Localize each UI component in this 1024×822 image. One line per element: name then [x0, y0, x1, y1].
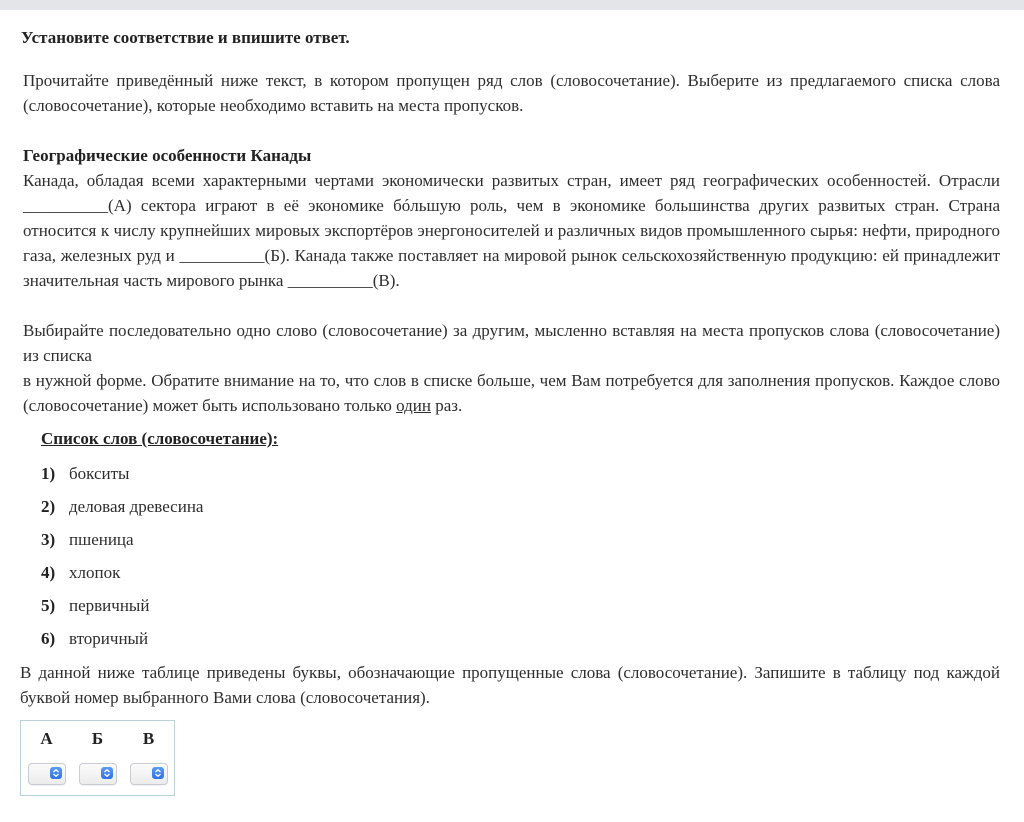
- task-title: Установите соответствие и впишите ответ.: [21, 28, 350, 47]
- task-instruction: Прочитайте приведённый ниже текст, в котором пропущен ряд слов (словосочетание). Выберите из предлагаемого списка слова (словосочетание), которые необходимо вставить на места пропусков.: [23, 71, 1000, 115]
- answer-select-b[interactable]: [79, 763, 117, 785]
- word-list-title: Список слов (словосочетание):: [41, 429, 279, 448]
- list-item: [41, 495, 203, 528]
- answer-cell-b: [72, 757, 123, 796]
- list-item: [41, 528, 203, 561]
- list-item: [41, 627, 203, 660]
- text-segment: (Б). Канада также поставляет на мировой рынок сельскохозяйственную продукцию: ей принадлежит значительная часть мирового рынка: [23, 246, 1000, 290]
- text-segment: (В).: [372, 271, 400, 290]
- word-list: [41, 462, 203, 660]
- choose-instruction: [23, 318, 1000, 418]
- answer-table: [20, 720, 175, 796]
- list-item: [41, 594, 203, 627]
- blank-b: __________: [179, 246, 265, 265]
- list-item: [41, 462, 203, 495]
- list-item-number: 1): [41, 464, 56, 483]
- list-item-number: 2): [41, 497, 56, 516]
- column-header-a: А: [40, 729, 53, 748]
- list-item: [41, 561, 203, 594]
- table-instruction: В данной ниже таблице приведены буквы, обозначающие пропущенные слова (словосочетание). Запишите в таблицу под каждой буквой номер выбранного Вами слова (словосочетания).: [20, 663, 1000, 707]
- answer-table-header: [21, 721, 175, 758]
- column-header-c: В: [142, 729, 155, 748]
- answer-table-row: [21, 757, 175, 796]
- emphasis-once: один: [396, 396, 431, 415]
- choose-text: в нужной форме. Обратите внимание на то, что слов в списке больше, чем Вам потребуется для заполнения пропусков. Каждое слово (словосочетание) может быть использовано только: [23, 371, 1000, 415]
- choose-text-end: раз.: [430, 396, 463, 415]
- select-arrows-icon: [50, 767, 62, 779]
- answer-cell-a: [21, 757, 73, 796]
- list-item-number: 5): [41, 596, 56, 615]
- blank-c: __________: [287, 271, 373, 290]
- list-item-word: деловая древесина: [69, 497, 204, 516]
- answer-select-a[interactable]: [28, 763, 66, 785]
- answer-cell-c: [123, 757, 175, 796]
- text-segment: (А) сектора играют в её экономике бóльшую роль, чем в экономике большинства других развитых стран. Страна относится к числу крупнейших мировых экспортёров энергоносителей и различных видов промышленного сырья: нефти, природного газа, железных руд и: [23, 196, 1000, 265]
- list-item-word: хлопок: [69, 563, 121, 582]
- list-item-word: пшеница: [69, 530, 134, 549]
- text-body: [23, 168, 1000, 293]
- list-item-number: 3): [41, 530, 56, 549]
- list-item-word: первичный: [69, 596, 150, 615]
- blank-a: __________: [23, 196, 108, 215]
- list-item-number: 4): [41, 563, 56, 582]
- text-segment: Канада, обладая всеми характерными чертами экономически развитых стран, имеет ряд географических особенностей. Отрасли: [23, 171, 1000, 190]
- select-arrows-icon: [152, 767, 164, 779]
- choose-line-1: Выбирайте последовательно одно слово (словосочетание) за другим, мысленно вставляя на места пропусков слова (словосочетание) из списка: [23, 321, 1000, 365]
- list-item-word: бокситы: [69, 464, 130, 483]
- text-title: Географические особенности Канады: [23, 146, 312, 165]
- list-item-word: вторичный: [69, 629, 149, 648]
- choose-line-2: [23, 368, 1000, 418]
- list-item-number: 6): [41, 629, 56, 648]
- column-header-b: Б: [91, 729, 104, 748]
- select-arrows-icon: [101, 767, 113, 779]
- answer-select-c[interactable]: [130, 763, 168, 785]
- top-bar: [0, 0, 1024, 10]
